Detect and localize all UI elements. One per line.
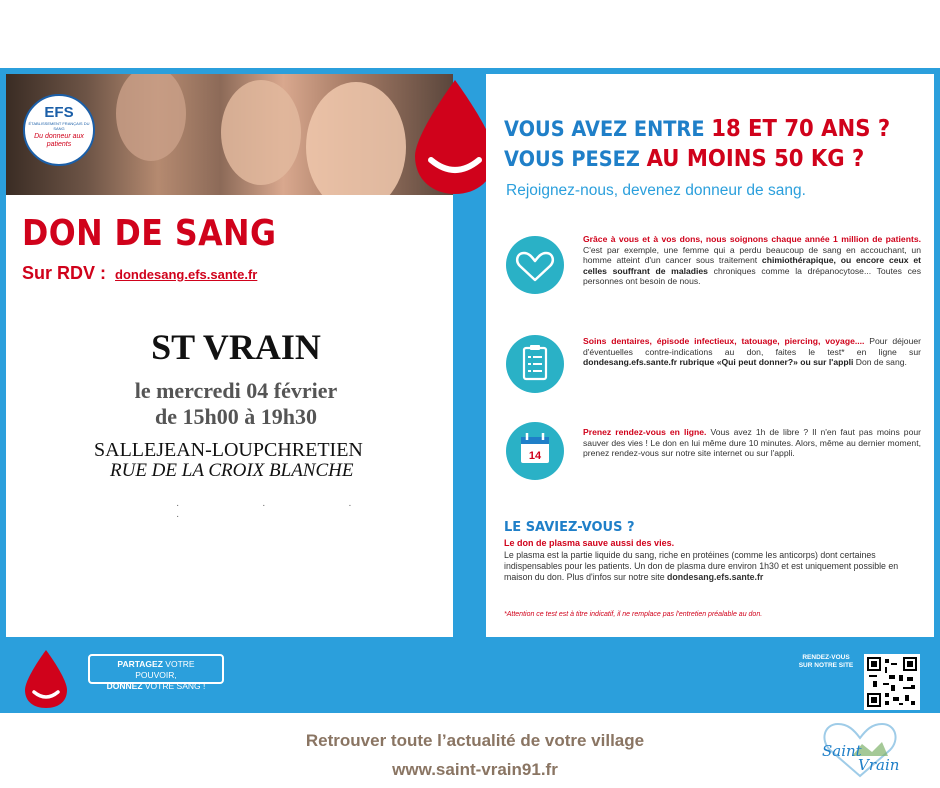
share-slogan-line1 [96,659,216,681]
face-shape [221,80,301,185]
info-block-test-text2: Don de sang. [853,357,907,368]
partagez-rest: VOTRE POUVOIR, [135,659,195,680]
rdv-separator: : [95,263,107,283]
info-block-patients-text1: C'est par exemple, une femme qui a perdu beaucoup de sang en accouchant, un homme atteint d'un cancer sous traitement [583,244,921,266]
event-city: ST VRAIN [151,327,321,367]
join-subline: Rejoignez-nous, devenez donneur de sang. [506,182,806,199]
efs-logo-script: Du donneur aux patients [34,133,84,148]
blood-donation-poster [0,68,940,713]
face-shape [306,82,406,195]
rdv-label: Sur RDV [22,263,96,283]
plasma-text: Le plasma est la partie liquide du sang, riche en protéines (comme les anticorps) dont certaines indispensables pour les patients. Un don de plasma dure environ 1h30 et est uniquement possible en maison du don. Plus d'infos sur notre site [504,550,899,582]
checklist-icon [506,335,564,393]
headline-weight-min: AU MOINS 50 KG ? [646,146,865,172]
info-block-patients-text2: chroniques comme la drépanocytose... Toutes ces personnes ont besoin de nous. [583,265,921,287]
share-slogan [88,654,224,691]
info-block-test [583,336,921,368]
rdv-url-link[interactable]: dondesang.efs.sante.fr [115,267,258,282]
logo-word-vrain: Vrain [858,756,900,774]
qr-code[interactable] [864,654,920,710]
event-venue: SALLEJEAN-LOUPCHRETIEN [94,439,363,461]
efs-logo-text: EFS [44,104,74,121]
share-slogan-line2 [96,681,216,692]
heart-hands-icon [506,236,564,294]
event-hours: de 15h00 à 19h30 [155,404,317,429]
info-block-patients [583,234,921,287]
logo-word-saint: Saint [822,742,862,760]
info-block-test-bold: dondesang.efs.sante.fr rubrique «Qui peut donner?» ou sur l'appli [583,357,854,368]
info-block-appointment-text: Vous avez 1h de libre ? Il n'en faut pas moins pour sauver des vies ! Le don en lui même dure 10 minutes. Alors, même au dernier moment, prenez rendez-vous sur notre site internet ou sur l'appli. [583,427,921,459]
poster-title: DON DE SANG [22,213,277,254]
donors-photo [6,74,453,195]
efs-logo-subtext: ÉTABLISSEMENT FRANÇAIS DU SANG [28,121,90,131]
info-block-patients-bold: chimiothérapique, ou encore ceux et celles souffrant de maladies [583,255,921,276]
plasma-url-link[interactable]: dondesang.efs.sante.fr [667,572,764,582]
headline-age [504,116,890,142]
efs-logo [23,94,95,166]
event-street: RUE DE LA CROIX BLANCHE [110,460,354,481]
rdv-line [22,263,257,284]
partagez-word: PARTAGEZ [117,659,163,669]
footer-tagline: Retrouver toute l’actualité de votre village [305,731,645,750]
info-block-test-text1: Pour déjouer d'éventuelles contre-indications au don, faites le test* en ligne sur [583,336,921,357]
did-you-know-text [504,550,916,583]
headline-age-prefix: VOUS AVEZ ENTRE [504,117,712,141]
footer-website-link[interactable]: www.saint-vrain91.fr [392,760,558,779]
saint-vrain-logo [812,716,908,782]
test-footnote: *Attention ce test est à titre indicatif, il ne remplace pas l'entretien préalable au don. [504,611,763,618]
did-you-know-title: LE SAVIEZ-VOUS ? [504,520,635,535]
face-shape [116,74,186,161]
headline-weight-prefix: VOUS PESEZ [504,147,647,171]
info-block-patients-red: Grâce à vous et à vos dons, nous soignons chaque année 1 million de patients. [583,234,921,244]
headline-weight [504,146,864,172]
donnez-word: DONNEZ [106,681,143,691]
website-label: RENDEZ-VOUS SUR NOTRE SITE [798,654,854,669]
info-block-appointment [583,427,921,459]
small-blood-drop-icon [22,648,70,710]
donnez-rest: VOTRE SANG ! [142,681,206,691]
faint-dots: · · · · [176,500,392,522]
poster-left-panel [6,74,453,637]
calendar-day: 14 [528,450,542,462]
headline-age-range: 18 ET 70 ANS ? [711,116,891,142]
poster-right-panel [486,74,934,637]
info-block-test-red: Soins dentaires, épisode infectieux, tatouage, piercing, voyage.... [583,336,865,346]
info-block-appointment-red: Prenez rendez-vous en ligne. [583,427,707,437]
did-you-know-subtitle: Le don de plasma sauve aussi des vies. [504,538,675,548]
event-date: le mercredi 04 février [134,378,338,403]
calendar-icon [506,422,564,480]
